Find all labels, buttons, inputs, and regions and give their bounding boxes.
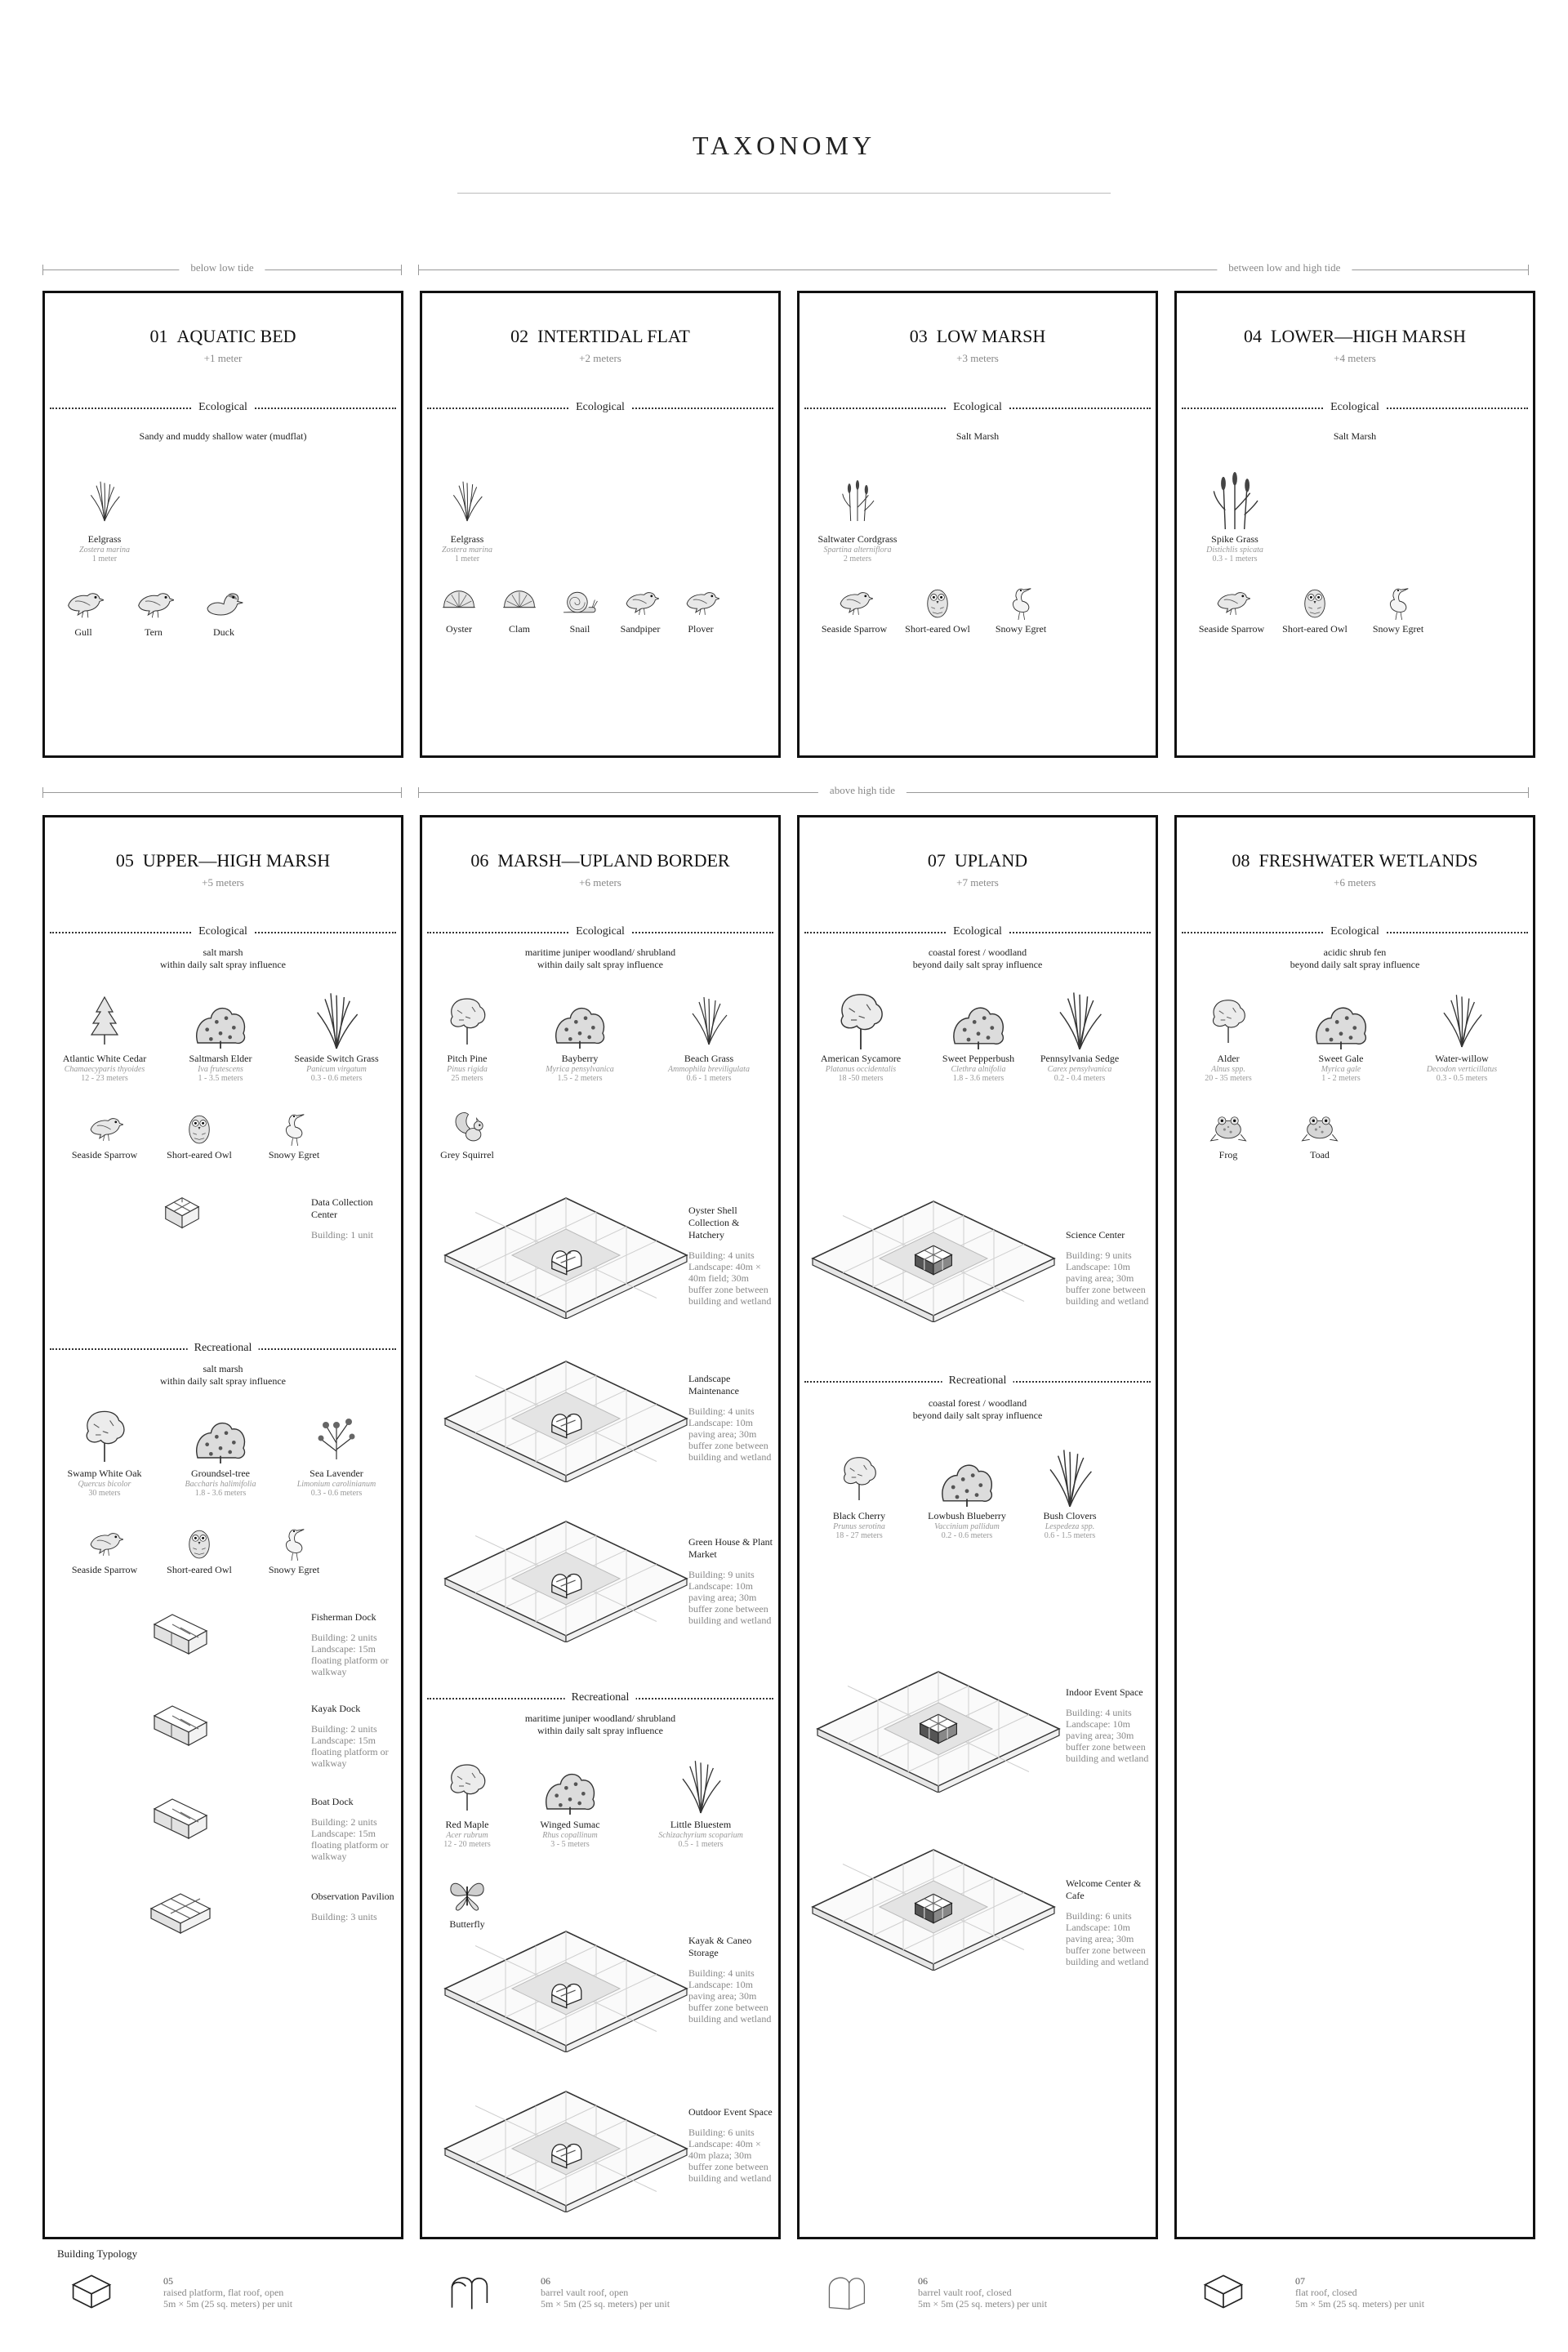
- species-american-sycamore: American Sycamore Platanus occidentalis 18 -50 meters: [800, 991, 922, 1083]
- section-label: Ecological: [1324, 401, 1386, 414]
- tree-icon: [78, 1405, 131, 1464]
- building-icon: [148, 1703, 213, 1748]
- species-sea-lavender: Sea Lavender Limonium carolinianum 0.3 - 0.6 meters: [275, 1405, 398, 1498]
- species-frog: Frog: [1167, 1108, 1290, 1161]
- conifer-icon: [80, 991, 129, 1049]
- zone-panel-07: [797, 815, 1158, 2239]
- facility-green-house: Green House & Plant Market Building: 9 units Landscape: 10m paving area; 30m buffer zone between building and wetland: [688, 1536, 773, 1626]
- zone-panel-03: [797, 291, 1158, 758]
- species-sweet-pepperbush: Sweet Pepperbush Clethra alnifolia 1.8 - 3.6 meters: [917, 991, 1040, 1083]
- flower-icon: [312, 1405, 361, 1464]
- species-grey-squirrel: Grey Squirrel: [406, 1108, 528, 1161]
- species-short-eared-owl: Short-eared Owl: [1254, 582, 1376, 635]
- shrub-icon: [1302, 991, 1380, 1049]
- species-seaside-sparrow: Seaside Sparrow: [43, 1108, 166, 1161]
- species-sandpiper: Sandpiper: [579, 582, 702, 635]
- tree-icon: [836, 1448, 882, 1507]
- section-divider: [1182, 925, 1528, 938]
- flat-roof-icon: [911, 1889, 956, 1928]
- habitat-text: coastal forest / woodland beyond daily salt spray influence: [912, 947, 1043, 970]
- barrel-vault-open-icon: [543, 1239, 587, 1276]
- species-eelgrass: Eelgrass Zostera marina 1 meter: [406, 471, 528, 564]
- section-divider: [427, 401, 773, 413]
- species-water-willow: Water-willow Decodon verticillatus 0.3 - 0.5 meters: [1401, 991, 1523, 1083]
- facility-kayak-storage: Kayak & Caneo Storage Building: 4 units Landscape: 10m paving area; 30m buffer zone between building and wetland: [688, 1935, 772, 2025]
- facility-data-collection-center: Data Collection Center Building: 1 unit: [311, 1196, 374, 1241]
- section-divider: [804, 925, 1151, 938]
- egret-icon: [275, 1523, 313, 1561]
- section-label: Ecological: [569, 925, 631, 938]
- habitat-text: maritime juniper woodland/ shrubland within daily salt spray influence: [524, 947, 676, 970]
- habitat-text: Salt Marsh: [956, 430, 1000, 442]
- species-eelgrass: Eelgrass Zostera marina 1 meter: [43, 471, 166, 564]
- shrub-icon: [942, 991, 1015, 1049]
- zone-panel-06: [420, 815, 781, 2239]
- owl-icon: [180, 1108, 218, 1146]
- zone-panel-05: [42, 815, 403, 2239]
- zone-elevation: +1 meter: [203, 352, 243, 364]
- squirrel-icon: [448, 1108, 486, 1146]
- grass-icon: [674, 1757, 728, 1815]
- grass-icon: [1037, 1448, 1102, 1507]
- shrub-icon: [192, 1405, 249, 1464]
- shrub-icon: [192, 991, 249, 1049]
- flat-roof-icon: [915, 1709, 961, 1748]
- zone-title: 07 UPLAND: [927, 850, 1028, 871]
- barrel-vault-closed-icon: [543, 1402, 587, 1440]
- species-gull: Gull: [22, 582, 145, 639]
- bird-icon: [86, 1108, 123, 1146]
- facility-observation-pavilion: Observation Pavilion Building: 3 units: [311, 1891, 394, 1922]
- species-groundsel-tree: Groundsel-tree Baccharis halimifolia 1.8 - 3.6 meters: [159, 1405, 282, 1498]
- species-seaside-switch-grass: Seaside Switch Grass Panicum virgatum 0.3 - 0.6 meters: [275, 991, 398, 1083]
- zone-title: 03 LOW MARSH: [909, 326, 1046, 346]
- butterfly-icon: [447, 1874, 488, 1915]
- section-divider: [427, 925, 773, 938]
- tree-icon: [830, 991, 892, 1049]
- tree-icon: [443, 991, 492, 1049]
- building-icon: [148, 1611, 213, 1657]
- zone-elevation: +2 meters: [579, 352, 621, 364]
- species-snowy-egret: Snowy Egret: [233, 1108, 355, 1161]
- species-saltmarsh-elder: Saltmarsh Elder Iva frutescens 1 - 3.5 meters: [159, 991, 282, 1083]
- building-icon: [148, 1891, 213, 1936]
- zone-elevation: +4 meters: [1334, 352, 1376, 364]
- section-divider: [50, 401, 396, 413]
- building-icon: [148, 1796, 213, 1842]
- species-pennsylvania-sedge: Pennsylvania Sedge Carex pensylvanica 0.2 - 0.4 meters: [1018, 991, 1141, 1083]
- page-title: TAXONOMY: [692, 131, 876, 160]
- facility-oyster-shell-hatchery: Oyster Shell Collection & Hatchery Building: 4 units Landscape: 40m × 40m field; 30m buffer zone between building and wetland: [688, 1205, 772, 1307]
- species-spike-grass: Spike Grass Distichlis spicata 0.3 - 1 meters: [1174, 471, 1296, 564]
- facility-science-center: Science Center Building: 9 units Landscape: 10m paving area; 30m buffer zone between building and wetland: [1066, 1229, 1149, 1307]
- species-sweet-gale: Sweet Gale Myrica gale 1 - 2 meters: [1280, 991, 1402, 1083]
- egret-icon: [275, 1108, 313, 1146]
- tide-range-above-left: [42, 792, 402, 793]
- species-snowy-egret: Snowy Egret: [1337, 582, 1459, 635]
- species-snowy-egret: Snowy Egret: [960, 582, 1082, 635]
- section-divider: [804, 1374, 1151, 1387]
- grass-icon: [308, 991, 365, 1049]
- zone-title: 04 LOWER—HIGH MARSH: [1244, 326, 1466, 346]
- habitat-text: Salt Marsh: [1333, 430, 1377, 442]
- species-plover: Plover: [639, 582, 762, 635]
- section-divider: [1182, 401, 1528, 413]
- owl-icon: [1296, 582, 1334, 620]
- title-rule: [457, 193, 1111, 194]
- species-oyster: Oyster: [398, 582, 520, 635]
- habitat-text: acidic shrub fen beyond daily salt spray influence: [1290, 947, 1420, 970]
- species-snail: Snail: [519, 582, 641, 635]
- section-label: Ecological: [1324, 925, 1386, 938]
- facility-boat-dock: Boat Dock Building: 2 units Landscape: 15m floating platform or walkway: [311, 1796, 389, 1862]
- species-winged-sumac: Winged Sumac Rhus copallinum 3 - 5 meters: [509, 1757, 631, 1849]
- egret-icon: [1379, 582, 1417, 620]
- tide-range-label: below low tide: [179, 261, 265, 274]
- bird-icon: [682, 582, 719, 620]
- habitat-text: salt marsh within daily salt spray influence: [160, 947, 286, 970]
- section-label: Recreational: [565, 1691, 636, 1704]
- section-label: Ecological: [192, 925, 254, 938]
- species-short-eared-owl: Short-eared Owl: [138, 1108, 261, 1161]
- species-beach-grass: Beach Grass Ammophila breviligulata 0.6 - 1 meters: [648, 991, 770, 1083]
- section-label: Recreational: [188, 1342, 259, 1355]
- species-duck: Duck: [163, 582, 285, 639]
- facility-landscape-maintenance: Landscape Maintenance Building: 4 units Landscape: 10m paving area; 30m buffer zone between building and wetland: [688, 1373, 772, 1463]
- section-label: Ecological: [947, 925, 1009, 938]
- section-label: Ecological: [192, 401, 254, 414]
- shrub-icon: [551, 991, 608, 1049]
- species-seaside-sparrow: Seaside Sparrow: [793, 582, 915, 635]
- species-red-maple: Red Maple Acer rubrum 12 - 20 meters: [406, 1757, 528, 1849]
- zone-title: 02 INTERTIDAL FLAT: [510, 326, 690, 346]
- facility-kayak-dock: Kayak Dock Building: 2 units Landscape: 15m floating platform or walkway: [311, 1703, 389, 1769]
- zone-panel-02: [420, 291, 781, 758]
- species-bayberry: Bayberry Myrica pensylvanica 1.5 - 2 meters: [519, 991, 641, 1083]
- tree-icon: [1205, 991, 1251, 1049]
- tree-icon: [443, 1757, 492, 1815]
- shrub-icon: [541, 1757, 599, 1815]
- barrel-vault-closed-icon: [823, 2272, 869, 2311]
- species-clam: Clam: [458, 582, 581, 635]
- egret-icon: [1002, 582, 1040, 620]
- zone-panel-04: [1174, 291, 1535, 758]
- frog-icon: [1301, 1108, 1339, 1146]
- grass-icon: [1435, 991, 1489, 1049]
- species-short-eared-owl: Short-eared Owl: [876, 582, 999, 635]
- species-alder: Alder Alnus spp. 20 - 35 meters: [1167, 991, 1290, 1083]
- species-toad: Toad: [1258, 1108, 1381, 1161]
- duck-icon: [203, 582, 244, 623]
- barrel-vault-open-icon: [543, 2132, 587, 2170]
- species-snowy-egret: Snowy Egret: [233, 1523, 355, 1576]
- section-label: Ecological: [569, 401, 631, 414]
- tide-range-label: between low and high tide: [1217, 261, 1352, 274]
- barrel-vault-open-icon: [446, 2272, 492, 2311]
- zone-elevation: +3 meters: [956, 352, 999, 364]
- building-icon: [159, 1195, 205, 1232]
- species-atlantic-white-cedar: Atlantic White Cedar Chamaecyparis thyoides 12 - 23 meters: [43, 991, 166, 1083]
- habitat-text: maritime juniper woodland/ shrubland within daily salt spray influence: [524, 1713, 676, 1736]
- species-swamp-white-oak: Swamp White Oak Quercus bicolor 30 meters: [43, 1405, 166, 1498]
- zone-title: 01 AQUATIC BED: [149, 326, 296, 346]
- zone-title: 05 UPPER—HIGH MARSH: [115, 850, 331, 871]
- species-little-bluestem: Little Bluestem Schizachyrium scoparium 0.5 - 1 meters: [639, 1757, 762, 1849]
- tide-range-label: above high tide: [818, 784, 906, 797]
- zone-title: 08 FRESHWATER WETLANDS: [1232, 850, 1478, 871]
- section-divider: [50, 925, 396, 938]
- grass-icon: [684, 991, 733, 1049]
- species-lowbush-blueberry: Lowbush Blueberry Vaccinium pallidum 0.2 - 0.6 meters: [906, 1448, 1028, 1540]
- grass-icon: [1043, 991, 1116, 1049]
- habitat-text: Sandy and muddy shallow water (mudflat): [139, 430, 307, 442]
- zone-panel-01: [42, 291, 403, 758]
- grass-icon: [447, 471, 488, 530]
- species-tern: Tern: [92, 582, 215, 639]
- habitat-text: coastal forest / woodland beyond daily salt spray influence: [912, 1397, 1043, 1421]
- section-divider: [804, 401, 1151, 413]
- bird-icon: [86, 1523, 123, 1561]
- owl-icon: [180, 1523, 218, 1561]
- section-divider: [427, 1691, 773, 1704]
- species-short-eared-owl: Short-eared Owl: [138, 1523, 261, 1576]
- shrub-icon: [936, 1448, 998, 1507]
- species-seaside-sparrow: Seaside Sparrow: [43, 1523, 166, 1576]
- species-seaside-sparrow: Seaside Sparrow: [1170, 582, 1293, 635]
- reed-icon: [1206, 471, 1263, 530]
- zone-elevation: +6 meters: [579, 876, 621, 889]
- flat-roof-icon: [911, 1241, 956, 1280]
- reed-icon: [837, 471, 878, 530]
- tide-range-above: [418, 784, 1529, 796]
- zone-elevation: +5 meters: [202, 876, 244, 889]
- zone-panel-08: [1174, 815, 1535, 2239]
- species-saltwater-cordgrass: Saltwater Cordgrass Spartina alterniflora 2 meters: [796, 471, 919, 564]
- facility-fisherman-dock: Fisherman Dock Building: 2 units Landscape: 15m floating platform or walkway: [311, 1611, 389, 1677]
- bird-icon: [835, 582, 873, 620]
- facility-indoor-event-space: Indoor Event Space Building: 4 units Landscape: 10m paving area; 30m buffer zone between building and wetland: [1066, 1686, 1149, 1764]
- raised-platform-icon: [69, 2272, 114, 2311]
- barrel-vault-closed-icon: [543, 1562, 587, 1600]
- section-label: Recreational: [942, 1374, 1013, 1388]
- flat-roof-icon: [1200, 2272, 1246, 2311]
- bird-icon: [1213, 582, 1250, 620]
- facility-outdoor-event-space: Outdoor Event Space Building: 6 units Landscape: 40m × 40m plaza; 30m buffer zone between building and wetland: [688, 2106, 773, 2184]
- section-divider: [50, 1342, 396, 1354]
- typology-header: Building Typology: [57, 2247, 138, 2260]
- species-bush-clovers: Bush Clovers Lespedeza spp. 0.6 - 1.5 meters: [1009, 1448, 1131, 1540]
- zone-title: 06 MARSH—UPLAND BORDER: [470, 850, 730, 871]
- zone-elevation: +6 meters: [1334, 876, 1376, 889]
- species-pitch-pine: Pitch Pine Pinus rigida 25 meters: [406, 991, 528, 1083]
- owl-icon: [919, 582, 956, 620]
- habitat-text: salt marsh within daily salt spray influence: [160, 1363, 286, 1387]
- grass-icon: [84, 471, 125, 530]
- frog-icon: [1209, 1108, 1247, 1146]
- zone-elevation: +7 meters: [956, 876, 999, 889]
- facility-welcome-center: Welcome Center & Cafe Building: 6 units Landscape: 10m paving area; 30m buffer zone between building and wetland: [1066, 1878, 1149, 1967]
- species-butterfly: Butterfly: [406, 1874, 528, 1931]
- section-label: Ecological: [947, 401, 1009, 414]
- barrel-vault-open-icon: [543, 1972, 587, 2010]
- species-black-cherry: Black Cherry Prunus serotina 18 - 27 meters: [798, 1448, 920, 1540]
